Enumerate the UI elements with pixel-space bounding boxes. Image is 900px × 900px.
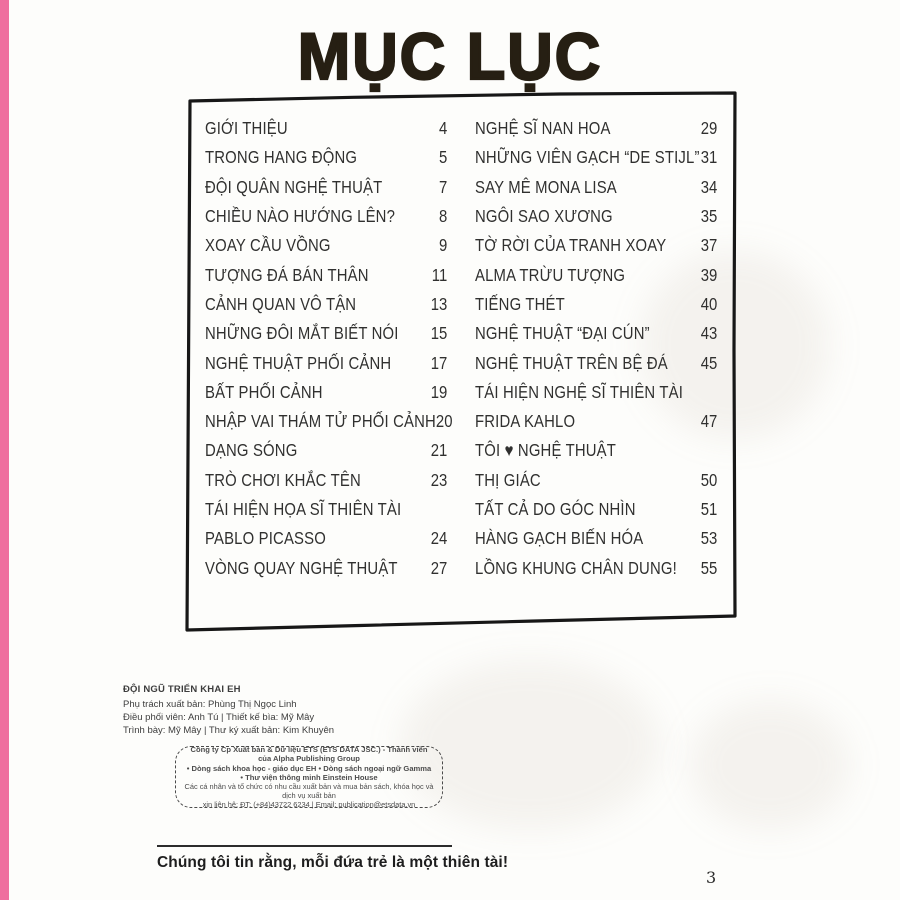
toc-entry-label: VÒNG QUAY NGHỆ THUẬT xyxy=(205,557,398,578)
toc-entry-label: NHẬP VAI THÁM TỬ PHỐI CẢNH xyxy=(205,411,436,432)
toc-entry xyxy=(205,524,447,553)
toc-entry-label: XOAY CẦU VỒNG xyxy=(205,235,331,256)
toc-entry-page-number: 31 xyxy=(700,147,718,168)
publisher-contact-line: Các cá nhân và tổ chức có nhu cầu xuất bản và mua bản sách, khóa học và dịch vụ xuất bản xyxy=(184,781,434,800)
toc-entry-page-number: 8 xyxy=(438,206,448,227)
page-edge-pink-strip xyxy=(0,0,9,900)
credits-lines xyxy=(123,698,334,737)
toc-entry-page-number: 34 xyxy=(700,176,718,197)
toc-entry xyxy=(475,436,717,465)
toc-entry-page-number: 11 xyxy=(431,264,448,285)
bleedthrough-smudge xyxy=(400,660,660,830)
toc-entry xyxy=(205,114,447,143)
toc-entry-page-number: 20 xyxy=(435,411,453,432)
toc-entry xyxy=(475,348,717,377)
credits-line: Điều phối viên: Anh Tú | Thiết kế bìa: Mỹ Mây xyxy=(123,712,315,723)
credits-line: Phụ trách xuất bản: Phùng Thị Ngọc Linh xyxy=(123,699,297,710)
toc-entry-page-number: 47 xyxy=(700,411,718,432)
publisher-contact-lines xyxy=(184,782,434,809)
toc-entry-label: GIỚI THIỆU xyxy=(205,118,288,139)
publisher-line: Công ty Cp Xuất bản & Dữ liệu ETS (ETS DATA JSC.) - Thành viên của Alpha Publishing Group xyxy=(190,745,428,764)
toc-entry xyxy=(475,319,717,348)
toc-entry-page-number: 19 xyxy=(430,381,448,402)
bleedthrough-smudge xyxy=(690,700,850,830)
toc-entry-page-number: 40 xyxy=(700,293,718,314)
toc-entry-page-number: 21 xyxy=(430,440,448,461)
toc-entry xyxy=(475,114,717,143)
toc-entry-page-number: 55 xyxy=(700,557,718,578)
toc-entry xyxy=(475,407,717,436)
page-number: 3 xyxy=(706,868,717,887)
toc-entry-label: HÀNG GẠCH BIẾN HÓA xyxy=(475,528,644,549)
toc-entry xyxy=(205,143,447,172)
toc-entry-page-number: 9 xyxy=(438,235,448,256)
toc-entry-page-number: 15 xyxy=(430,323,448,344)
toc-entry-page-number: 43 xyxy=(700,323,718,344)
toc-entry xyxy=(475,553,717,582)
toc-entry-label: LỒNG KHUNG CHÂN DUNG! xyxy=(475,557,677,578)
toc-entry-label: SAY MÊ MONA LISA xyxy=(475,176,617,197)
toc-entry xyxy=(205,436,447,465)
toc-entry-page-number: 50 xyxy=(700,469,718,490)
toc-entry-page-number: 35 xyxy=(700,206,718,227)
toc-entry-page-number: 27 xyxy=(430,557,448,578)
tagline-text: Chúng tôi tin rằng, mỗi đứa trẻ là một thiên tài! xyxy=(157,854,509,871)
toc-column-left xyxy=(205,114,490,583)
toc-entry-page-number: 37 xyxy=(700,235,718,256)
toc-entry-label: NHỮNG ĐÔI MẮT BIẾT NÓI xyxy=(205,323,399,344)
tagline-divider xyxy=(157,845,452,847)
publisher-contact-line: xin liên hệ: ĐT: (+84)43722 6234 | Email: publication@etsdata.vn xyxy=(202,799,416,809)
toc-entry xyxy=(475,378,717,407)
credits-block xyxy=(123,684,334,737)
toc-entry-label: CẢNH QUAN VÔ TẬN xyxy=(205,293,357,314)
toc-entry-label: TIẾNG THÉT xyxy=(475,293,565,314)
toc-entry-page-number: 23 xyxy=(430,469,448,490)
toc-entry xyxy=(205,260,447,289)
toc-entry xyxy=(205,173,447,202)
toc-entry-label: TÁI HIỆN HỌA SĨ THIÊN TÀI xyxy=(205,499,402,519)
toc-entry-label: NHỮNG VIÊN GẠCH “DE STIJL” xyxy=(475,147,700,168)
toc-entry-page-number: 13 xyxy=(430,293,448,314)
toc-entry-label: TRÒ CHƠI KHẮC TÊN xyxy=(205,469,361,490)
toc-entry xyxy=(205,466,447,495)
toc-entry xyxy=(205,319,447,348)
toc-entry xyxy=(475,466,717,495)
toc-entry-label: TƯỢNG ĐÁ BÁN THÂN xyxy=(205,264,369,285)
toc-entry-page-number: 45 xyxy=(700,352,718,373)
toc-entry xyxy=(205,202,447,231)
toc-entry-label: TÁI HIỆN NGHỆ SĨ THIÊN TÀI xyxy=(475,381,684,402)
toc-entry-label: NGHỆ SĨ NAN HOA xyxy=(475,118,611,139)
toc-entry xyxy=(475,524,717,553)
publisher-bold-lines xyxy=(184,745,434,782)
credits-line: Trình bày: Mỹ Mây | Thư ký xuất bản: Kim Khuyên xyxy=(123,725,335,736)
toc-entry xyxy=(205,553,447,582)
toc-entry xyxy=(205,495,447,524)
toc-entry-label: NGHỆ THUẬT PHỐI CẢNH xyxy=(205,352,392,373)
toc-entry xyxy=(205,378,447,407)
toc-entry-page-number: 29 xyxy=(700,118,718,139)
toc-entry xyxy=(475,143,717,172)
toc-entry-label: BẤT PHỐI CẢNH xyxy=(205,381,323,402)
toc-entry-label: NGHỆ THUẬT “ĐẠI CÚN” xyxy=(475,323,650,344)
toc-entry-label: DẠNG SÓNG xyxy=(205,440,298,461)
toc-entry-page-number: 5 xyxy=(438,147,448,168)
toc-entry xyxy=(475,495,717,524)
toc-entry-label: NGÔI SAO XƯƠNG xyxy=(475,206,613,227)
toc-entry xyxy=(475,202,717,231)
toc-entry xyxy=(205,407,453,436)
toc-entry-label: FRIDA KAHLO xyxy=(475,411,576,432)
publisher-info-box xyxy=(175,746,443,808)
toc-entry-label: TẤT CẢ DO GÓC NHÌN xyxy=(475,499,636,519)
toc-entry-page-number: 17 xyxy=(430,352,448,373)
toc-entry-label: TỜ RỜI CỦA TRANH XOAY xyxy=(475,235,667,256)
toc-entry-page-number: 24 xyxy=(430,528,448,549)
toc-entry-label: CHIỀU NÀO HƯỚNG LÊN? xyxy=(205,206,396,227)
credits-heading: ĐỘI NGŨ TRIỂN KHAI EH xyxy=(123,684,241,695)
toc-entry-page-number: 53 xyxy=(700,528,718,549)
toc-entry-page-number: 4 xyxy=(438,118,448,139)
toc-entry-label: PABLO PICASSO xyxy=(205,528,326,549)
toc-entry-label: TRONG HANG ĐỘNG xyxy=(205,147,358,168)
toc-entry xyxy=(205,290,447,319)
toc-entry-label: ALMA TRỪU TƯỢNG xyxy=(475,264,626,285)
toc-entry xyxy=(475,231,717,260)
toc-entry xyxy=(475,290,717,319)
toc-entry-page-number: 51 xyxy=(700,499,718,519)
toc-column-right xyxy=(475,114,760,583)
page-title: MỤC LỤC xyxy=(297,20,603,94)
toc-entry-page-number: 7 xyxy=(438,176,448,197)
toc-entry xyxy=(205,348,447,377)
toc-entry-label: TÔI ♥ NGHỆ THUẬT xyxy=(475,440,617,461)
publisher-line: • Dòng sách khoa học - giáo dục EH • Dòng sách ngoại ngữ Gamma xyxy=(186,763,432,773)
toc-entry-page-number: 39 xyxy=(700,264,718,285)
toc-entry xyxy=(475,260,717,289)
toc-entry xyxy=(205,231,447,260)
toc-entry-label: ĐỘI QUÂN NGHỆ THUẬT xyxy=(205,176,383,197)
toc-entry xyxy=(475,173,717,202)
publisher-line: • Thư viện thông minh Einstein House xyxy=(240,772,378,782)
toc-entry-label: NGHỆ THUẬT TRÊN BỆ ĐÁ xyxy=(475,352,668,373)
toc-entry-label: THỊ GIÁC xyxy=(475,469,541,490)
